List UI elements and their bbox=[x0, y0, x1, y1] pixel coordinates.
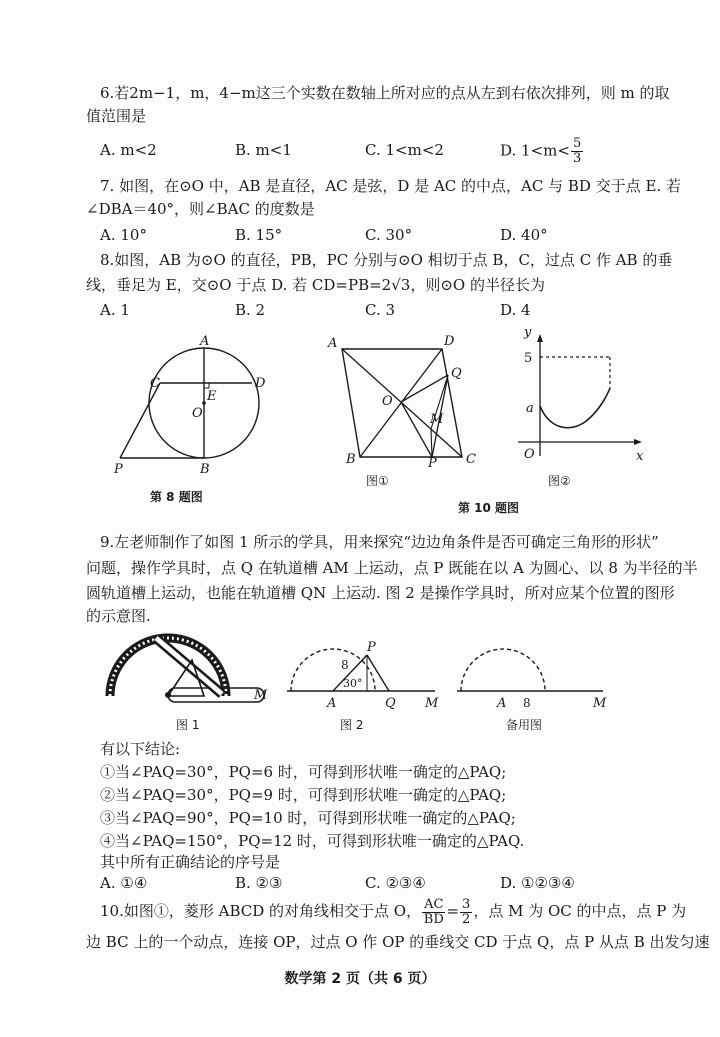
q8-option-a: A. 1 bbox=[100, 301, 130, 319]
q10-label-p: P bbox=[428, 456, 437, 471]
q7-option-d: D. 40° bbox=[500, 226, 548, 244]
q9-fig2-label-a: A bbox=[327, 696, 337, 711]
fraction-denominator: 3 bbox=[572, 151, 582, 166]
q9-backup-label-a: A bbox=[497, 696, 507, 711]
q9-conclusion-2: ②当∠PAQ=30°，PQ=9 时，可得到形状唯一确定的△PAQ; bbox=[100, 786, 507, 804]
y-axis-arrow bbox=[537, 334, 543, 342]
q7-option-c: C. 30° bbox=[365, 226, 413, 244]
q9-conclusion-4: ④当∠PAQ=150°，PQ=12 时，可得到形状唯一确定的△PAQ. bbox=[100, 832, 525, 850]
q8-right-angle-mark bbox=[204, 383, 209, 388]
q9-fig2-label-angle: 30° bbox=[343, 677, 363, 690]
page-footer: 数学第 2 页（共 6 页） bbox=[284, 971, 436, 987]
q8-option-d: D. 4 bbox=[500, 301, 531, 319]
q6-option-b: B. m<1 bbox=[235, 141, 292, 159]
q10-fraction-ac-bd bbox=[422, 898, 445, 927]
q9-option-d: D. ①②③④ bbox=[500, 874, 575, 892]
q7-line1: 7. 如图，在⊙O 中，AB 是直径，AC 是弦，D 是 AC 的中点，AC 与 BD 交于点 E. 若 bbox=[100, 177, 681, 195]
q9-backup-label-8: 8 bbox=[523, 696, 531, 710]
q6-line1: 6.若2m−1，m，4−m这三个实数在数轴上所对应的点从左到右依次排列，则 m 的取 bbox=[100, 84, 670, 102]
q9-line1: 9.左老师制作了如图 1 所示的学具，用来探究“边边角条件是否可确定三角形的形状” bbox=[100, 533, 659, 551]
q10-equals: = bbox=[446, 902, 460, 920]
q8-option-c: C. 3 bbox=[365, 301, 396, 319]
q10b-label-5: 5 bbox=[524, 351, 533, 366]
q8-line2: 线，垂足为 E，交⊙O 于点 D. 若 CD=PB=2√3，则⊙O 的半径长为 bbox=[86, 276, 545, 294]
q8-line1: 8.如图，AB 为⊙O 的直径，PB，PC 分别与⊙O 相切于点 B，C，过点 C 作 AB 的垂 bbox=[100, 251, 673, 269]
fraction-denominator: BD bbox=[423, 911, 444, 927]
fraction-numerator: 3 bbox=[462, 896, 471, 912]
q8-label-p: P bbox=[114, 462, 123, 477]
q10-figure-2 bbox=[510, 325, 650, 470]
q10-label-d: D bbox=[444, 334, 455, 349]
q9-backup-figure bbox=[455, 635, 625, 715]
x-axis-arrow bbox=[634, 439, 642, 445]
q9-figure-1-caption: 图 1 bbox=[176, 718, 200, 732]
q10-figure-2-caption: 图② bbox=[548, 474, 571, 488]
q9-fig2-label-q: Q bbox=[385, 696, 396, 711]
function-curve bbox=[540, 388, 610, 428]
q8-label-a: A bbox=[200, 334, 210, 349]
q9-backup-label-m: M bbox=[593, 696, 607, 711]
q10-segment-mp bbox=[431, 429, 432, 457]
q9-pivot bbox=[165, 692, 171, 698]
q9-option-c: C. ②③④ bbox=[365, 874, 426, 892]
q8-tangent-pc bbox=[120, 383, 160, 458]
q10-prefix: 10.如图①，菱形 ABCD 的对角线相交于点 O， bbox=[100, 902, 422, 920]
q10-figure-1 bbox=[330, 335, 490, 470]
q8-figure-caption: 第 8 题图 bbox=[150, 490, 203, 504]
q6-option-c: C. 1<m<2 bbox=[365, 141, 444, 159]
q9-fig1-label-m: M bbox=[254, 688, 268, 703]
q9-option-a: A. ①④ bbox=[100, 874, 148, 892]
q10b-label-o: O bbox=[524, 447, 535, 462]
q8-label-d: D bbox=[255, 376, 266, 391]
q10-fraction-3-2 bbox=[460, 898, 472, 927]
q10-segment-op bbox=[401, 402, 432, 457]
q7-option-a: A. 10° bbox=[100, 226, 147, 244]
fraction-denominator: 2 bbox=[462, 911, 471, 927]
q8-option-b: B. 2 bbox=[235, 301, 266, 319]
q9-fig2-label-m: M bbox=[425, 696, 439, 711]
q7-option-b: B. 15° bbox=[235, 226, 283, 244]
q9-fig2-label-8: 8 bbox=[341, 658, 349, 672]
q8-label-b: B bbox=[200, 462, 210, 477]
q6-option-d-fraction bbox=[571, 137, 583, 166]
q10-label-b: B bbox=[346, 452, 356, 467]
q9-figure-2-caption: 图 2 bbox=[340, 718, 364, 732]
q9-option-b: B. ②③ bbox=[235, 874, 283, 892]
q9-conclusion-1: ①当∠PAQ=30°，PQ=6 时，可得到形状唯一确定的△PAQ; bbox=[100, 763, 507, 781]
q9-line4: 的示意图. bbox=[86, 607, 151, 625]
q6-line2: 值范围是 bbox=[86, 107, 147, 125]
q10-figure-caption: 第 10 题图 bbox=[458, 501, 520, 515]
q9-line3: 圆轨道槽上运动，也能在轨道槽 QN 上运动. 图 2 是操作学具时，所对应某个位置的图形 bbox=[86, 584, 675, 602]
q6-option-d-prefix: D. 1<m< bbox=[500, 141, 570, 160]
q10-line1 bbox=[100, 896, 686, 927]
q8-center-dot bbox=[202, 401, 206, 405]
q9-figure-1 bbox=[100, 630, 270, 715]
q9-fig2-label-p: P bbox=[367, 640, 376, 655]
q9-line2: 问题，操作学具时，点 Q 在轨道槽 AM 上运动，点 P 既能在以 A 为圆心、以 8 为半径的半 bbox=[86, 559, 698, 577]
fraction-numerator: AC bbox=[424, 896, 444, 912]
q8-label-c: C bbox=[150, 376, 160, 391]
q9-backup-dashed-arc bbox=[461, 649, 545, 691]
q10-label-m: M bbox=[430, 412, 444, 427]
q8-label-o: O bbox=[192, 406, 203, 421]
fraction-numerator: 5 bbox=[572, 136, 582, 151]
q9-backup-caption: 备用图 bbox=[506, 718, 543, 732]
q6-option-d bbox=[500, 137, 584, 166]
q10-label-a: A bbox=[328, 336, 338, 351]
q10-label-c: C bbox=[466, 452, 476, 467]
q8-label-e: E bbox=[207, 389, 217, 404]
q10-suffix: ，点 M 为 OC 的中点，点 P 为 bbox=[473, 902, 687, 920]
q6-option-a: A. m<2 bbox=[100, 141, 157, 159]
q10b-label-y: y bbox=[524, 325, 532, 340]
q9-conclusion-3: ③当∠PAQ=90°，PQ=10 时，可得到形状唯一确定的△PAQ; bbox=[100, 809, 516, 827]
q10-figure-1-caption: 图① bbox=[366, 474, 389, 488]
q9-figure-2 bbox=[285, 635, 455, 715]
q10-label-o: O bbox=[382, 394, 393, 409]
q10-line2: 边 BC 上的一个动点，连接 OP，过点 O 作 OP 的垂线交 CD 于点 Q，点 P 从点 B 出发匀速 bbox=[86, 933, 710, 951]
q9-question: 其中所有正确结论的序号是 bbox=[100, 853, 281, 871]
q10-label-q: Q bbox=[451, 366, 462, 381]
q8-figure bbox=[110, 334, 280, 495]
q10b-label-x: x bbox=[636, 449, 644, 464]
q10b-label-a: a bbox=[526, 401, 534, 416]
q9-intro: 有以下结论: bbox=[100, 740, 181, 758]
q7-line2: ∠DBA＝40°，则∠BAC 的度数是 bbox=[86, 200, 315, 218]
